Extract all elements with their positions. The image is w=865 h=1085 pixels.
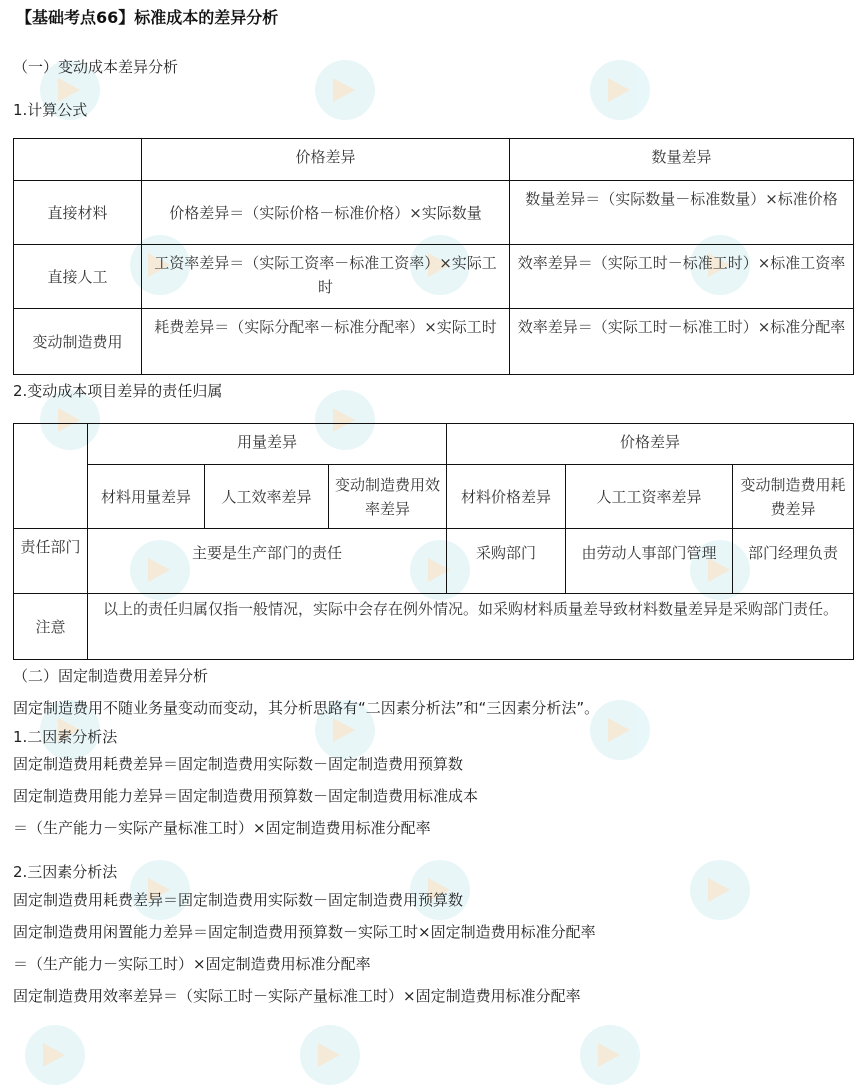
sub-header: 人工效率差异 (205, 465, 329, 529)
quantity-formula: 效率差异＝（实际工时－标准工时）×标准工资率 (510, 245, 854, 309)
group-header-usage: 用量差异 (88, 424, 447, 465)
note-text: 以上的责任归属仅指一般情况，实际中会存在例外情况。如采购材料质量差导致材料数量差异是采购部门责任。 (88, 594, 854, 660)
variance-formula-table (13, 138, 854, 375)
sub-header: 人工工资率差异 (566, 465, 733, 529)
table-header-price: 价格差异 (142, 139, 510, 181)
formula-line: ＝（生产能力－实际产量标准工时）×固定制造费用标准分配率 (13, 819, 431, 837)
section-heading-variable-cost: （一）变动成本差异分析 (13, 58, 179, 76)
sub-header: 材料价格差异 (447, 465, 566, 529)
resp-material-price: 采购部门 (447, 529, 566, 594)
row-label: 直接材料 (14, 181, 142, 245)
formula-line: 固定制造费用闲置能力差异＝固定制造费用预算数－实际工时×固定制造费用标准分配率 (13, 923, 596, 941)
sub-header: 材料用量差异 (88, 465, 205, 529)
watermark-logo-icon (590, 60, 650, 120)
fixed-overhead-intro: 固定制造费用不随业务量变动而变动，其分析思路有“二因素分析法”和“三因素分析法”。 (13, 699, 600, 717)
table-header-empty (14, 139, 142, 181)
row-label: 变动制造费用 (14, 309, 142, 375)
table-row (14, 529, 854, 594)
table-corner-empty (14, 424, 88, 529)
quantity-formula: 数量差异＝（实际数量－标准数量）×标准价格 (510, 181, 854, 245)
sub-header: 变动制造费用耗费差异 (733, 465, 854, 529)
quantity-formula: 效率差异＝（实际工时－标准工时）×标准分配率 (510, 309, 854, 375)
watermark-logo-icon (690, 860, 750, 920)
resp-label: 责任部门 (14, 529, 88, 594)
section-heading-fixed-overhead: （二）固定制造费用差异分析 (13, 667, 209, 685)
group-header-price: 价格差异 (447, 424, 854, 465)
subheading-three-factor: 2.三因素分析法 (13, 863, 118, 881)
resp-overhead-spending: 部门经理负责 (733, 529, 854, 594)
page-title: 【基础考点66】标准成本的差异分析 (16, 8, 279, 27)
resp-labor-rate: 由劳动人事部门管理 (566, 529, 733, 594)
responsibility-table (13, 423, 854, 660)
sub-header: 变动制造费用效率差异 (329, 465, 447, 529)
formula-line: 固定制造费用效率差异＝（实际工时－实际产量标准工时）×固定制造费用标准分配率 (13, 987, 581, 1005)
watermark-logo-icon (315, 60, 375, 120)
table-header-quantity: 数量差异 (510, 139, 854, 181)
price-formula: 价格差异＝（实际价格－标准价格）×实际数量 (142, 181, 510, 245)
formula-line: 固定制造费用能力差异＝固定制造费用预算数－固定制造费用标准成本 (13, 787, 479, 805)
formula-line: 固定制造费用耗费差异＝固定制造费用实际数－固定制造费用预算数 (13, 891, 464, 909)
subheading-responsibility: 2.变动成本项目差异的责任归属 (13, 382, 223, 400)
note-label: 注意 (14, 594, 88, 660)
watermark-logo-icon (580, 1025, 640, 1085)
table-row (14, 309, 854, 375)
subheading-two-factor: 1.二因素分析法 (13, 728, 118, 746)
subheading-formula: 1.计算公式 (13, 101, 88, 119)
formula-line: 固定制造费用耗费差异＝固定制造费用实际数－固定制造费用预算数 (13, 755, 464, 773)
table-row (14, 594, 854, 660)
formula-line: ＝（生产能力－实际工时）×固定制造费用标准分配率 (13, 955, 371, 973)
row-label: 直接人工 (14, 245, 142, 309)
table-row (14, 181, 854, 245)
price-formula: 耗费差异＝（实际分配率－标准分配率）×实际工时 (142, 309, 510, 375)
resp-usage: 主要是生产部门的责任 (88, 529, 447, 594)
price-formula: 工资率差异＝（实际工资率－标准工资率）×实际工时 (142, 245, 510, 309)
table-row (14, 245, 854, 309)
watermark-logo-icon (300, 1025, 360, 1085)
watermark-logo-icon (25, 1025, 85, 1085)
